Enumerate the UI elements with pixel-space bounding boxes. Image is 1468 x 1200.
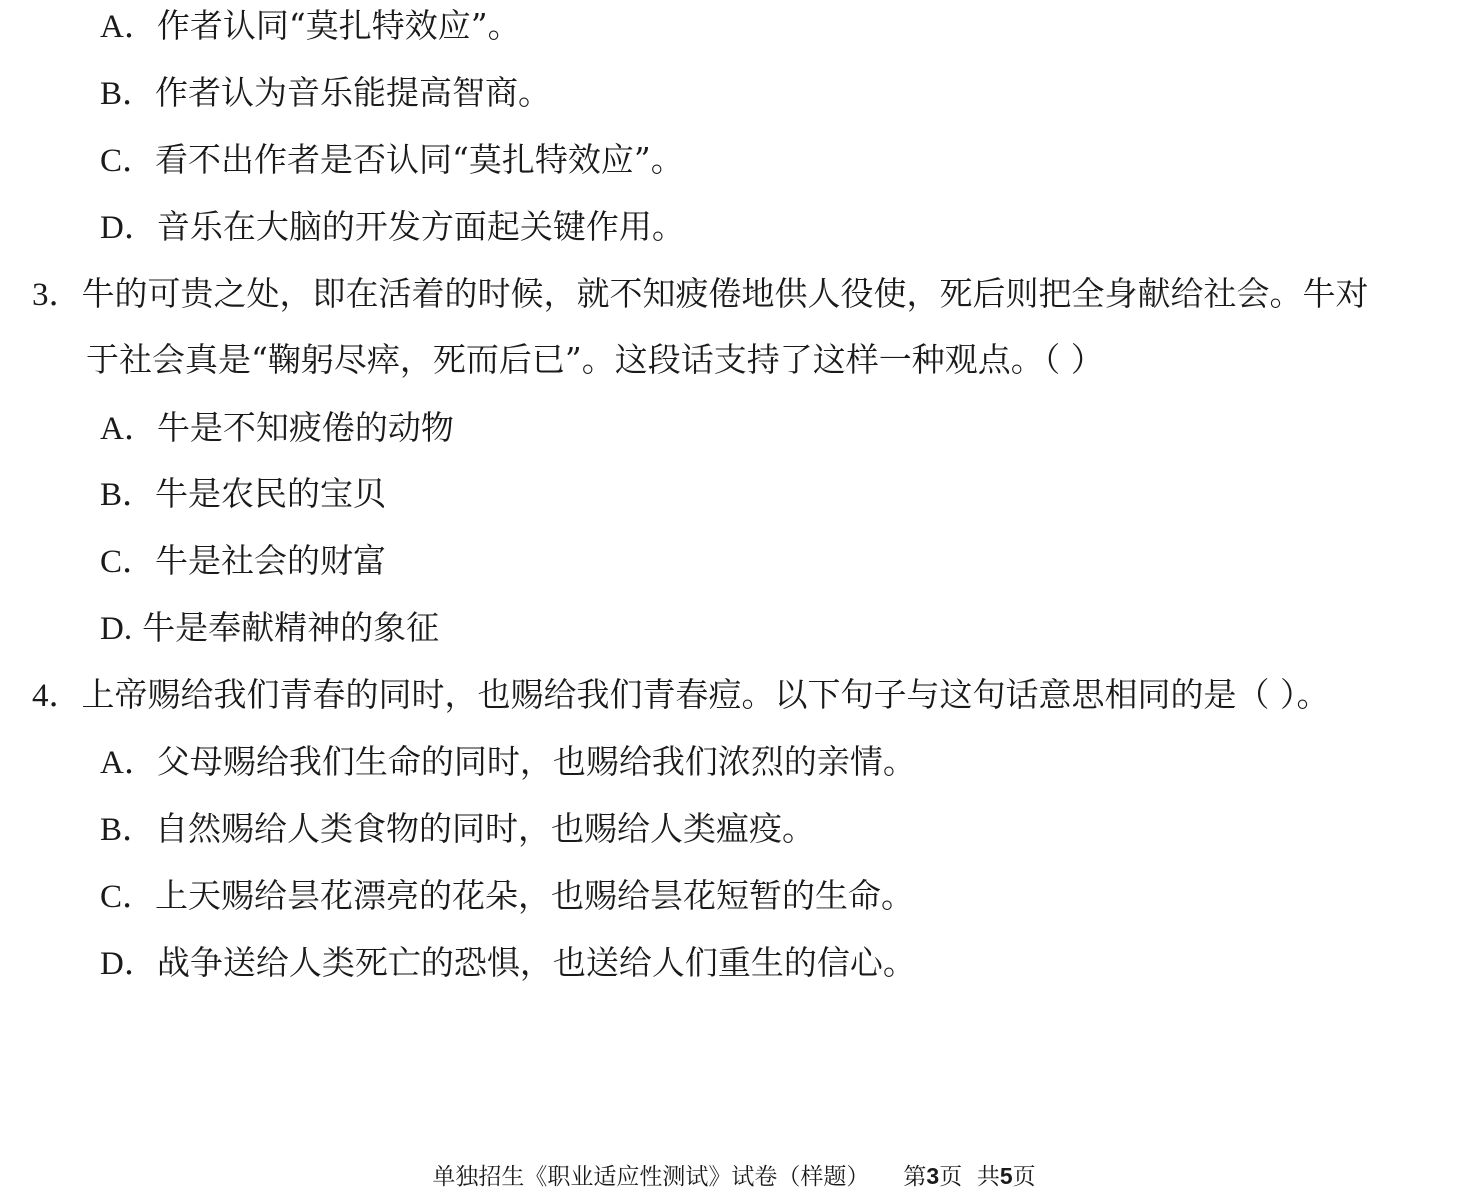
q2-option-c [100,140,684,180]
page-current: 3 [926,1163,940,1189]
option-letter: D． [100,946,157,982]
option-text: 牛是农民的宝贝 [155,474,387,513]
q3-option-b [100,474,386,514]
question-text: 上帝赐给我们青春的同时，也赐给我们青春痘。以下句子与这句话意思相同的是（ ）。 [81,675,1330,714]
q4-option-b [100,809,815,849]
option-text: 看不出作者是否认同“莫扎特效应”。 [155,140,684,179]
q3-stem-line-1 [32,274,1369,314]
option-text: 牛是社会的财富 [155,541,387,580]
question-text: 牛的可贵之处，即在活着的时候，就不知疲倦地供人役使，死后则把全身献给社会。牛对 [81,274,1369,313]
q4-option-c [100,876,914,916]
total-suffix: 页 [1012,1164,1036,1190]
page-prefix: 第 [903,1164,927,1190]
q4-option-a [100,742,916,782]
option-text: 牛是奉献精神的象征 [142,608,440,647]
option-text: 自然赐给人类食物的同时，也赐给人类瘟疫。 [155,809,816,848]
option-letter: C． [100,879,156,915]
q3-option-a [100,408,454,448]
q2-option-b [100,73,551,113]
question-text: 于社会真是“鞠躬尽瘁，死而后已”。这段话支持了这样一种观点。（ ） [86,340,1104,379]
q3-option-d [100,608,439,648]
option-letter: C． [100,143,156,179]
option-letter: B． [100,477,156,513]
q2-option-d [100,207,685,247]
q4-option-d [100,943,916,983]
option-text: 父母赐给我们生命的同时，也赐给我们浓烈的亲情。 [156,742,916,781]
option-letter: A． [100,411,157,447]
option-letter: A． [100,745,157,781]
option-letter: A． [100,9,157,45]
option-text: 音乐在大脑的开发方面起关键作用。 [156,207,685,246]
option-text: 牛是不知疲倦的动物 [156,408,454,447]
total-prefix: 共 [976,1164,1000,1190]
page-footer [0,1158,1468,1195]
q2-option-a [100,6,521,46]
question-number: 4． [32,678,82,714]
option-letter: B． [100,76,156,112]
q3-stem-line-2 [86,340,1104,380]
q3-option-c [100,541,386,581]
question-number: 3． [32,277,82,313]
option-letter: D. [100,611,133,647]
page-total: 5 [999,1163,1013,1189]
option-text: 作者认为音乐能提高智商。 [155,73,552,112]
option-letter: B． [100,812,156,848]
page-suffix: 页 [939,1164,963,1190]
footer-title: 单独招生《职业适应性测试》试卷（样题） [432,1164,870,1190]
option-text: 作者认同“莫扎特效应”。 [156,6,521,45]
option-text: 战争送给人类死亡的恐惧，也送给人们重生的信心。 [156,943,916,982]
option-text: 上天赐给昙花漂亮的花朵，也赐给昙花短暂的生命。 [155,876,915,915]
option-letter: C． [100,544,156,580]
q4-stem-line-1 [32,675,1330,715]
option-letter: D． [100,210,157,246]
